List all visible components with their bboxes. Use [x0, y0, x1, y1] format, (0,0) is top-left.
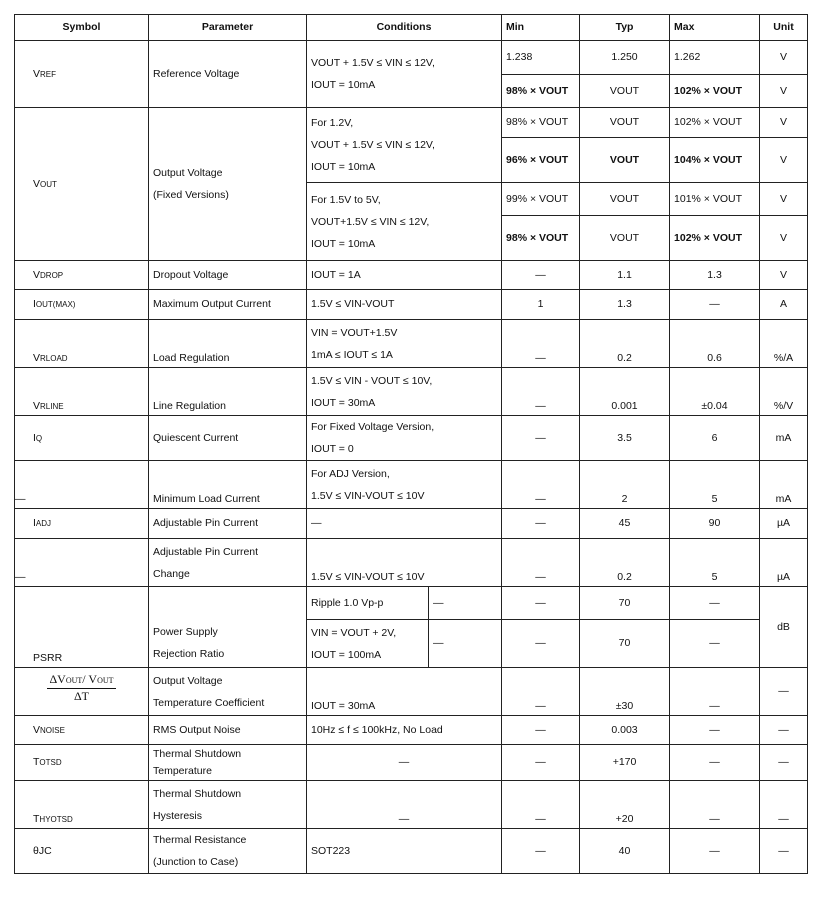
cond-psrr-2-line2: IOUT = 100mA [311, 648, 382, 661]
vout-b-unit: V [760, 183, 808, 216]
ioutmax-row [15, 290, 808, 320]
psrr-max-2: — [670, 620, 760, 668]
vrline-typ: 0.001 [580, 368, 670, 416]
vout-a-min: 98% × VOUT [502, 108, 580, 138]
vref-max: 1.262 [670, 41, 760, 75]
thetajc-typ: 40 [580, 829, 670, 874]
symbol-ioutmax: IOUT(MAX) [15, 290, 149, 320]
iadj-max: 90 [670, 509, 760, 539]
ioutmax-typ: 1.3 [580, 290, 670, 320]
totsd-min: — [502, 745, 580, 781]
cond-vnoise: 10Hz ≤ f ≤ 100kHz, No Load [307, 716, 502, 745]
cond-thetajc: SOT223 [307, 829, 502, 874]
cond-vrload [307, 320, 502, 368]
totsd-typ: +170 [580, 745, 670, 781]
vref-unit: V [760, 41, 808, 75]
iadjchange-typ: 0.2 [580, 539, 670, 587]
thetajc-row [15, 829, 808, 874]
minload-row [15, 461, 808, 509]
ioutmax-unit: A [760, 290, 808, 320]
vout-b-min: 99% × VOUT [502, 183, 580, 216]
cond-vout-a [307, 108, 502, 183]
param-tempco-line1: Output Voltage [153, 674, 223, 687]
vref-typ: 1.250 [580, 41, 670, 75]
header-row [15, 15, 808, 41]
vout-a-min-2: 96% × VOUT [502, 138, 580, 183]
cond-minload-line1: For ADJ Version, [311, 467, 390, 480]
cond-psrr-1: Ripple 1.0 Vp-p [307, 587, 429, 620]
vrline-min: — [502, 368, 580, 416]
param-ioutmax: Maximum Output Current [149, 290, 307, 320]
symbol-thetajc: θJC [15, 829, 149, 874]
vrload-typ: 0.2 [580, 320, 670, 368]
header-min: Min [502, 15, 580, 41]
vdrop-min: — [502, 261, 580, 290]
symbol-iadj: IADJ [15, 509, 149, 539]
vref-unit-2: V [760, 75, 808, 108]
iq-unit: mA [760, 416, 808, 461]
thyotsd-min: — [502, 781, 580, 829]
cond-ioutmax: 1.5V ≤ VIN-VOUT [307, 290, 502, 320]
cond-tempco: IOUT = 30mA [307, 668, 502, 716]
cond-iq [307, 416, 502, 461]
param-psrr-line1: Power Supply [153, 626, 218, 638]
param-vnoise: RMS Output Noise [149, 716, 307, 745]
param-vout [149, 108, 307, 261]
psrr-typ-1: 70 [580, 587, 670, 620]
param-vout-line2: (Fixed Versions) [153, 189, 229, 201]
vout-b-typ: VOUT [580, 183, 670, 216]
vout-a-typ: VOUT [580, 108, 670, 138]
ioutmax-min: 1 [502, 290, 580, 320]
cond-thyotsd: — [307, 781, 502, 829]
thyotsd-typ: +20 [580, 781, 670, 829]
tempco-min: — [502, 668, 580, 716]
thetajc-max: — [670, 829, 760, 874]
header-parameter: Parameter [149, 15, 307, 41]
param-totsd [149, 745, 307, 781]
param-thyotsd-line1: Thermal Shutdown [153, 787, 242, 800]
cond-vref-line1: VOUT + 1.5V ≤ VIN ≤ 12V, [311, 57, 435, 69]
iq-max: 6 [670, 416, 760, 461]
totsd-row [15, 745, 808, 781]
param-vdrop: Dropout Voltage [149, 261, 307, 290]
param-iq: Quiescent Current [149, 416, 307, 461]
cond-iq-line2: IOUT = 0 [311, 443, 354, 455]
cond-vrload-line1: VIN = VOUT+1.5V [311, 326, 398, 339]
vout-b-min-2: 98% × VOUT [502, 216, 580, 261]
param-totsd-line1: Thermal Shutdown [153, 747, 242, 760]
cond-vref [307, 41, 502, 108]
param-psrr [149, 587, 307, 668]
vout-b-unit-2: V [760, 216, 808, 261]
iadjchange-min: — [502, 539, 580, 587]
iq-min: — [502, 416, 580, 461]
vdrop-max: 1.3 [670, 261, 760, 290]
cond-vrload-line2: 1mA ≤ IOUT ≤ 1A [311, 348, 393, 361]
symbol-totsd: TOTSD [15, 745, 149, 781]
vrload-unit: %/A [760, 320, 808, 368]
vnoise-max: — [670, 716, 760, 745]
psrr-unit: dB [760, 587, 808, 668]
cond-psrr-2 [307, 620, 429, 668]
vnoise-unit: — [760, 716, 808, 745]
vref-row-1 [15, 41, 808, 75]
cond-totsd: — [307, 745, 502, 781]
iq-typ: 3.5 [580, 416, 670, 461]
param-vref: Reference Voltage [149, 41, 307, 108]
param-thetajc-line1: Thermal Resistance [153, 834, 247, 846]
tempco-row [15, 668, 808, 716]
param-tempco [149, 668, 307, 716]
iadjchange-row [15, 539, 808, 587]
totsd-max: — [670, 745, 760, 781]
param-minload: Minimum Load Current [149, 461, 307, 509]
cond-vout-b-line1: For 1.5V to 5V, [311, 193, 381, 206]
vout-a-unit-2: V [760, 138, 808, 183]
vnoise-row [15, 716, 808, 745]
psrr-row-1 [15, 587, 808, 620]
vout-row-1 [15, 108, 808, 138]
vout-a-typ-2: VOUT [580, 138, 670, 183]
param-vout-line1: Output Voltage [153, 167, 223, 179]
param-thyotsd-line2: Hysteresis [153, 809, 203, 822]
cond-psrr-2-line1: VIN = VOUT + 2V, [311, 626, 397, 639]
header-symbol: Symbol [15, 15, 149, 41]
psrr-max-1: — [670, 587, 760, 620]
vrload-max: 0.6 [670, 320, 760, 368]
vnoise-min: — [502, 716, 580, 745]
cond-vrline-line1: 1.5V ≤ VIN - VOUT ≤ 10V, [311, 374, 433, 387]
symbol-vdrop: VDROP [15, 261, 149, 290]
vnoise-typ: 0.003 [580, 716, 670, 745]
cond-iadjchange: 1.5V ≤ VIN-VOUT ≤ 10V [307, 539, 502, 587]
vrline-unit: %/V [760, 368, 808, 416]
symbol-vnoise: VNOISE [15, 716, 149, 745]
cond-vrline-line2: IOUT = 30mA [311, 396, 376, 409]
cond-vout-a-line1: For 1.2V, [311, 117, 354, 129]
minload-unit: mA [760, 461, 808, 509]
header-max: Max [670, 15, 760, 41]
param-thyotsd [149, 781, 307, 829]
symbol-vrline: VRLINE [15, 368, 149, 416]
iq-row [15, 416, 808, 461]
header-conditions: Conditions [307, 15, 502, 41]
vdrop-typ: 1.1 [580, 261, 670, 290]
psrr-min-2: — [502, 620, 580, 668]
symbol-iq: IQ [15, 416, 149, 461]
cond-vrline [307, 368, 502, 416]
cond-vout-b [307, 183, 502, 261]
param-thetajc-line2: (Junction to Case) [153, 856, 239, 868]
vdrop-unit: V [760, 261, 808, 290]
psrr-typ-2: 70 [580, 620, 670, 668]
electrical-characteristics-table [14, 14, 808, 874]
vrline-row [15, 368, 808, 416]
vout-a-max-2: 104% × VOUT [670, 138, 760, 183]
param-vrline: Line Regulation [149, 368, 307, 416]
psrr-sub-2: — [429, 620, 502, 668]
symbol-psrr: PSRR [15, 587, 149, 668]
iadj-unit: µA [760, 509, 808, 539]
cond-vout-b-line2: VOUT+1.5V ≤ VIN ≤ 12V, [311, 215, 430, 228]
vref-max-2: 102% × VOUT [670, 75, 760, 108]
iadjchange-max: 5 [670, 539, 760, 587]
cond-vout-a-line3: IOUT = 10mA [311, 161, 376, 173]
vref-min-2: 98% × VOUT [502, 75, 580, 108]
minload-max: 5 [670, 461, 760, 509]
psrr-min-1: — [502, 587, 580, 620]
cond-minload [307, 461, 502, 509]
thetajc-min: — [502, 829, 580, 874]
vrload-row [15, 320, 808, 368]
cond-iq-line1: For Fixed Voltage Version, [311, 421, 435, 433]
ioutmax-max: — [670, 290, 760, 320]
cond-vout-a-line2: VOUT + 1.5V ≤ VIN ≤ 12V, [311, 139, 435, 151]
vout-b-max-2: 102% × VOUT [670, 216, 760, 261]
param-tempco-line2: Temperature Coefficient [153, 696, 265, 709]
thyotsd-row [15, 781, 808, 829]
symbol-minload: — [15, 461, 149, 509]
psrr-sub-1: — [429, 587, 502, 620]
thyotsd-max: — [670, 781, 760, 829]
vdrop-row [15, 261, 808, 290]
vref-min: 1.238 [502, 41, 580, 75]
param-iadjchange [149, 539, 307, 587]
cond-vdrop: IOUT = 1A [307, 261, 502, 290]
param-iadj: Adjustable Pin Current [149, 509, 307, 539]
vrline-max: ±0.04 [670, 368, 760, 416]
iadjchange-unit: µA [760, 539, 808, 587]
vout-b-typ-2: VOUT [580, 216, 670, 261]
iadj-typ: 45 [580, 509, 670, 539]
param-thetajc [149, 829, 307, 874]
minload-typ: 2 [580, 461, 670, 509]
param-totsd-line2: Temperature [153, 764, 212, 777]
symbol-vref: VREF [15, 41, 149, 108]
cond-vout-b-line3: IOUT = 10mA [311, 237, 376, 250]
iadj-row [15, 509, 808, 539]
vrload-min: — [502, 320, 580, 368]
cond-vref-line2: IOUT = 10mA [311, 79, 376, 91]
cond-minload-line2: 1.5V ≤ VIN-VOUT ≤ 10V [311, 489, 425, 502]
symbol-iadjchange: — [15, 539, 149, 587]
tempco-max: — [670, 668, 760, 716]
totsd-unit: — [760, 745, 808, 781]
minload-min: — [502, 461, 580, 509]
cond-iadj: — [307, 509, 502, 539]
vref-typ-2: VOUT [580, 75, 670, 108]
param-vrload: Load Regulation [149, 320, 307, 368]
header-unit: Unit [760, 15, 808, 41]
symbol-vrload: VRLOAD [15, 320, 149, 368]
tempco-unit: — [760, 668, 808, 716]
symbol-vout: VOUT [15, 108, 149, 261]
vout-a-unit: V [760, 108, 808, 138]
param-iadjchange-line2: Change [153, 567, 190, 580]
param-psrr-line2: Rejection Ratio [153, 648, 225, 660]
tempco-fraction: $\frac{\text{ΔVOUT/ VOUT}}{\Delta T}$ [49, 672, 114, 703]
symbol-thyotsd: THYOTSD [15, 781, 149, 829]
header-typ: Typ [580, 15, 670, 41]
iadj-min: — [502, 509, 580, 539]
vout-b-max: 101% × VOUT [670, 183, 760, 216]
thetajc-unit: — [760, 829, 808, 874]
param-iadjchange-line1: Adjustable Pin Current [153, 545, 259, 558]
thyotsd-unit: — [760, 781, 808, 829]
tempco-typ: ±30 [580, 668, 670, 716]
vout-a-max: 102% × VOUT [670, 108, 760, 138]
symbol-tempco [15, 668, 149, 716]
